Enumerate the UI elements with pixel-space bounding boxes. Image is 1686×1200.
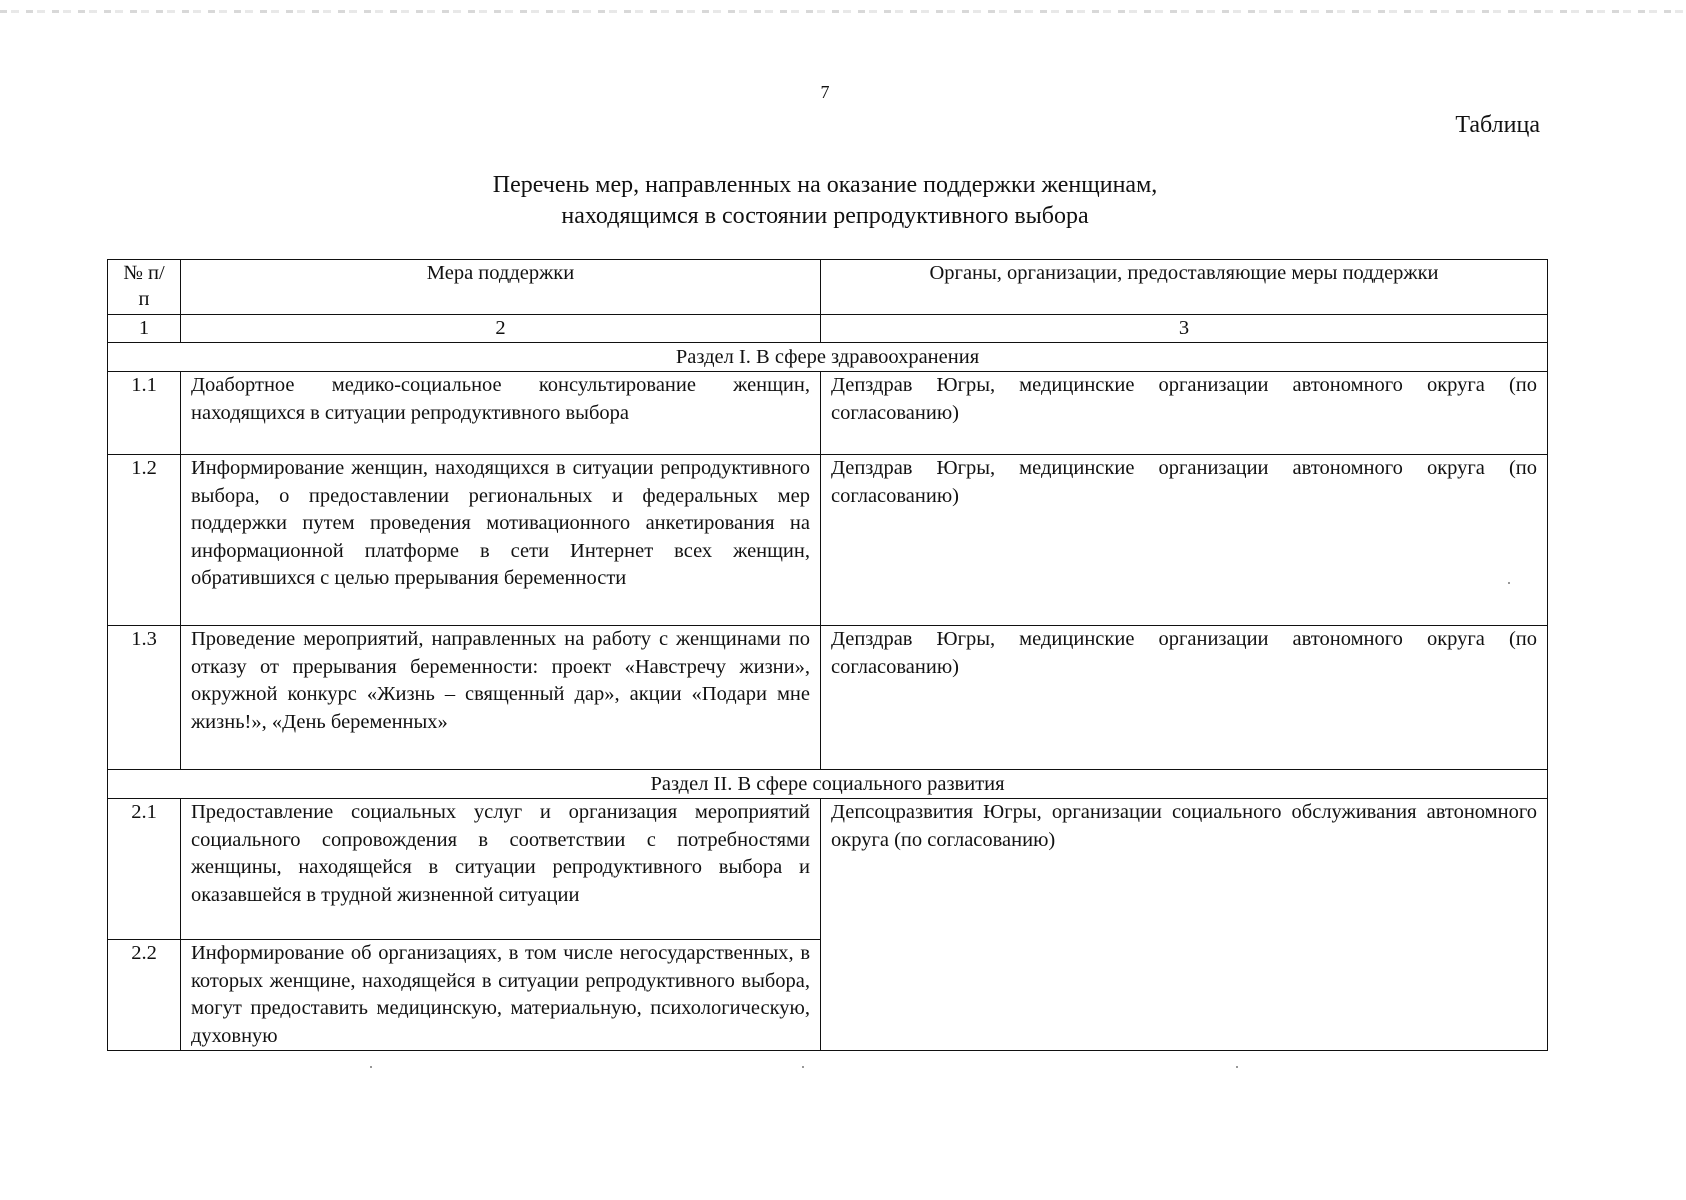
- scan-speck: [1236, 1066, 1238, 1068]
- row-measure: Предоставление социальных услуг и организация мероприятий социального сопровождения в соответствии с потребностями женщины, находящейся в ситуации репродуктивного выбора и оказавшейся в трудной жизненной ситуации: [181, 799, 821, 940]
- row-measure: Информирование женщин, находящихся в ситуации репродуктивного выбора, о предоставлении региональных и федеральных мер поддержки путем проведения мотивационного анкетирования на информационной платформе в сети Интернет всех женщин, обратившихся с целью прерывания беременности: [181, 455, 821, 626]
- row-number: 1.2: [108, 455, 181, 626]
- row-number: 1.1: [108, 372, 181, 455]
- row-measure: Информирование об организациях, в том числе негосударственных, в которых женщине, находящейся в ситуации репродуктивного выбора, могут предоставить медицинскую, материальную, психологическую, духовную: [181, 940, 821, 1051]
- scan-speck: [1508, 582, 1510, 584]
- table-row: [108, 799, 1548, 940]
- row-organization: Депздрав Югры, медицинские организации автономного округа (по согласованию): [821, 626, 1548, 770]
- document-title-line-1: Перечень мер, направленных на оказание поддержки женщинам,: [492, 172, 1158, 198]
- table-header-row: [108, 260, 1548, 315]
- row-organization: Депсоцразвития Югры, организации социального обслуживания автономного округа (по согласованию): [821, 799, 1548, 1051]
- column-number-1: 1: [108, 315, 181, 343]
- support-measures-table: [107, 259, 1548, 1051]
- row-organization: Депздрав Югры, медицинские организации автономного округа (по согласованию): [821, 455, 1548, 626]
- table-row: [108, 455, 1548, 626]
- row-measure: Проведение мероприятий, направленных на работу с женщинами по отказу от прерывания беременности: проект «Навстречу жизни», окружной конкурс «Жизнь – священный дар», акции «Подари мне жизнь!», «День беременных»: [181, 626, 821, 770]
- document-title: [0, 170, 1650, 232]
- row-measure: Доабортное медико-социальное консультирование женщин, находящихся в ситуации репродуктивного выбора: [181, 372, 821, 455]
- header-num: № п/п: [108, 260, 181, 315]
- column-number-row: [108, 315, 1548, 343]
- table-row: [108, 626, 1548, 770]
- section-title: Раздел I. В сфере здравоохранения: [108, 343, 1548, 372]
- table-caption: Таблица: [1455, 112, 1540, 138]
- row-number: 2.1: [108, 799, 181, 940]
- page-number: 7: [820, 82, 830, 102]
- section-row-health: [108, 343, 1548, 372]
- table-row: [108, 372, 1548, 455]
- scan-speck: [370, 1066, 372, 1068]
- column-number-3: 3: [821, 315, 1548, 343]
- row-number: 2.2: [108, 940, 181, 1051]
- row-number: 1.3: [108, 626, 181, 770]
- row-organization: Депздрав Югры, медицинские организации автономного округа (по согласованию): [821, 372, 1548, 455]
- section-title: Раздел II. В сфере социального развития: [108, 770, 1548, 799]
- header-org: Органы, организации, предоставляющие меры поддержки: [821, 260, 1548, 315]
- document-title-line-2: находящимся в состоянии репродуктивного выбора: [561, 203, 1089, 229]
- header-measure: Мера поддержки: [181, 260, 821, 315]
- scan-speck: [802, 1066, 804, 1068]
- column-number-2: 2: [181, 315, 821, 343]
- scan-edge-artifact: [0, 10, 1686, 13]
- section-row-social: [108, 770, 1548, 799]
